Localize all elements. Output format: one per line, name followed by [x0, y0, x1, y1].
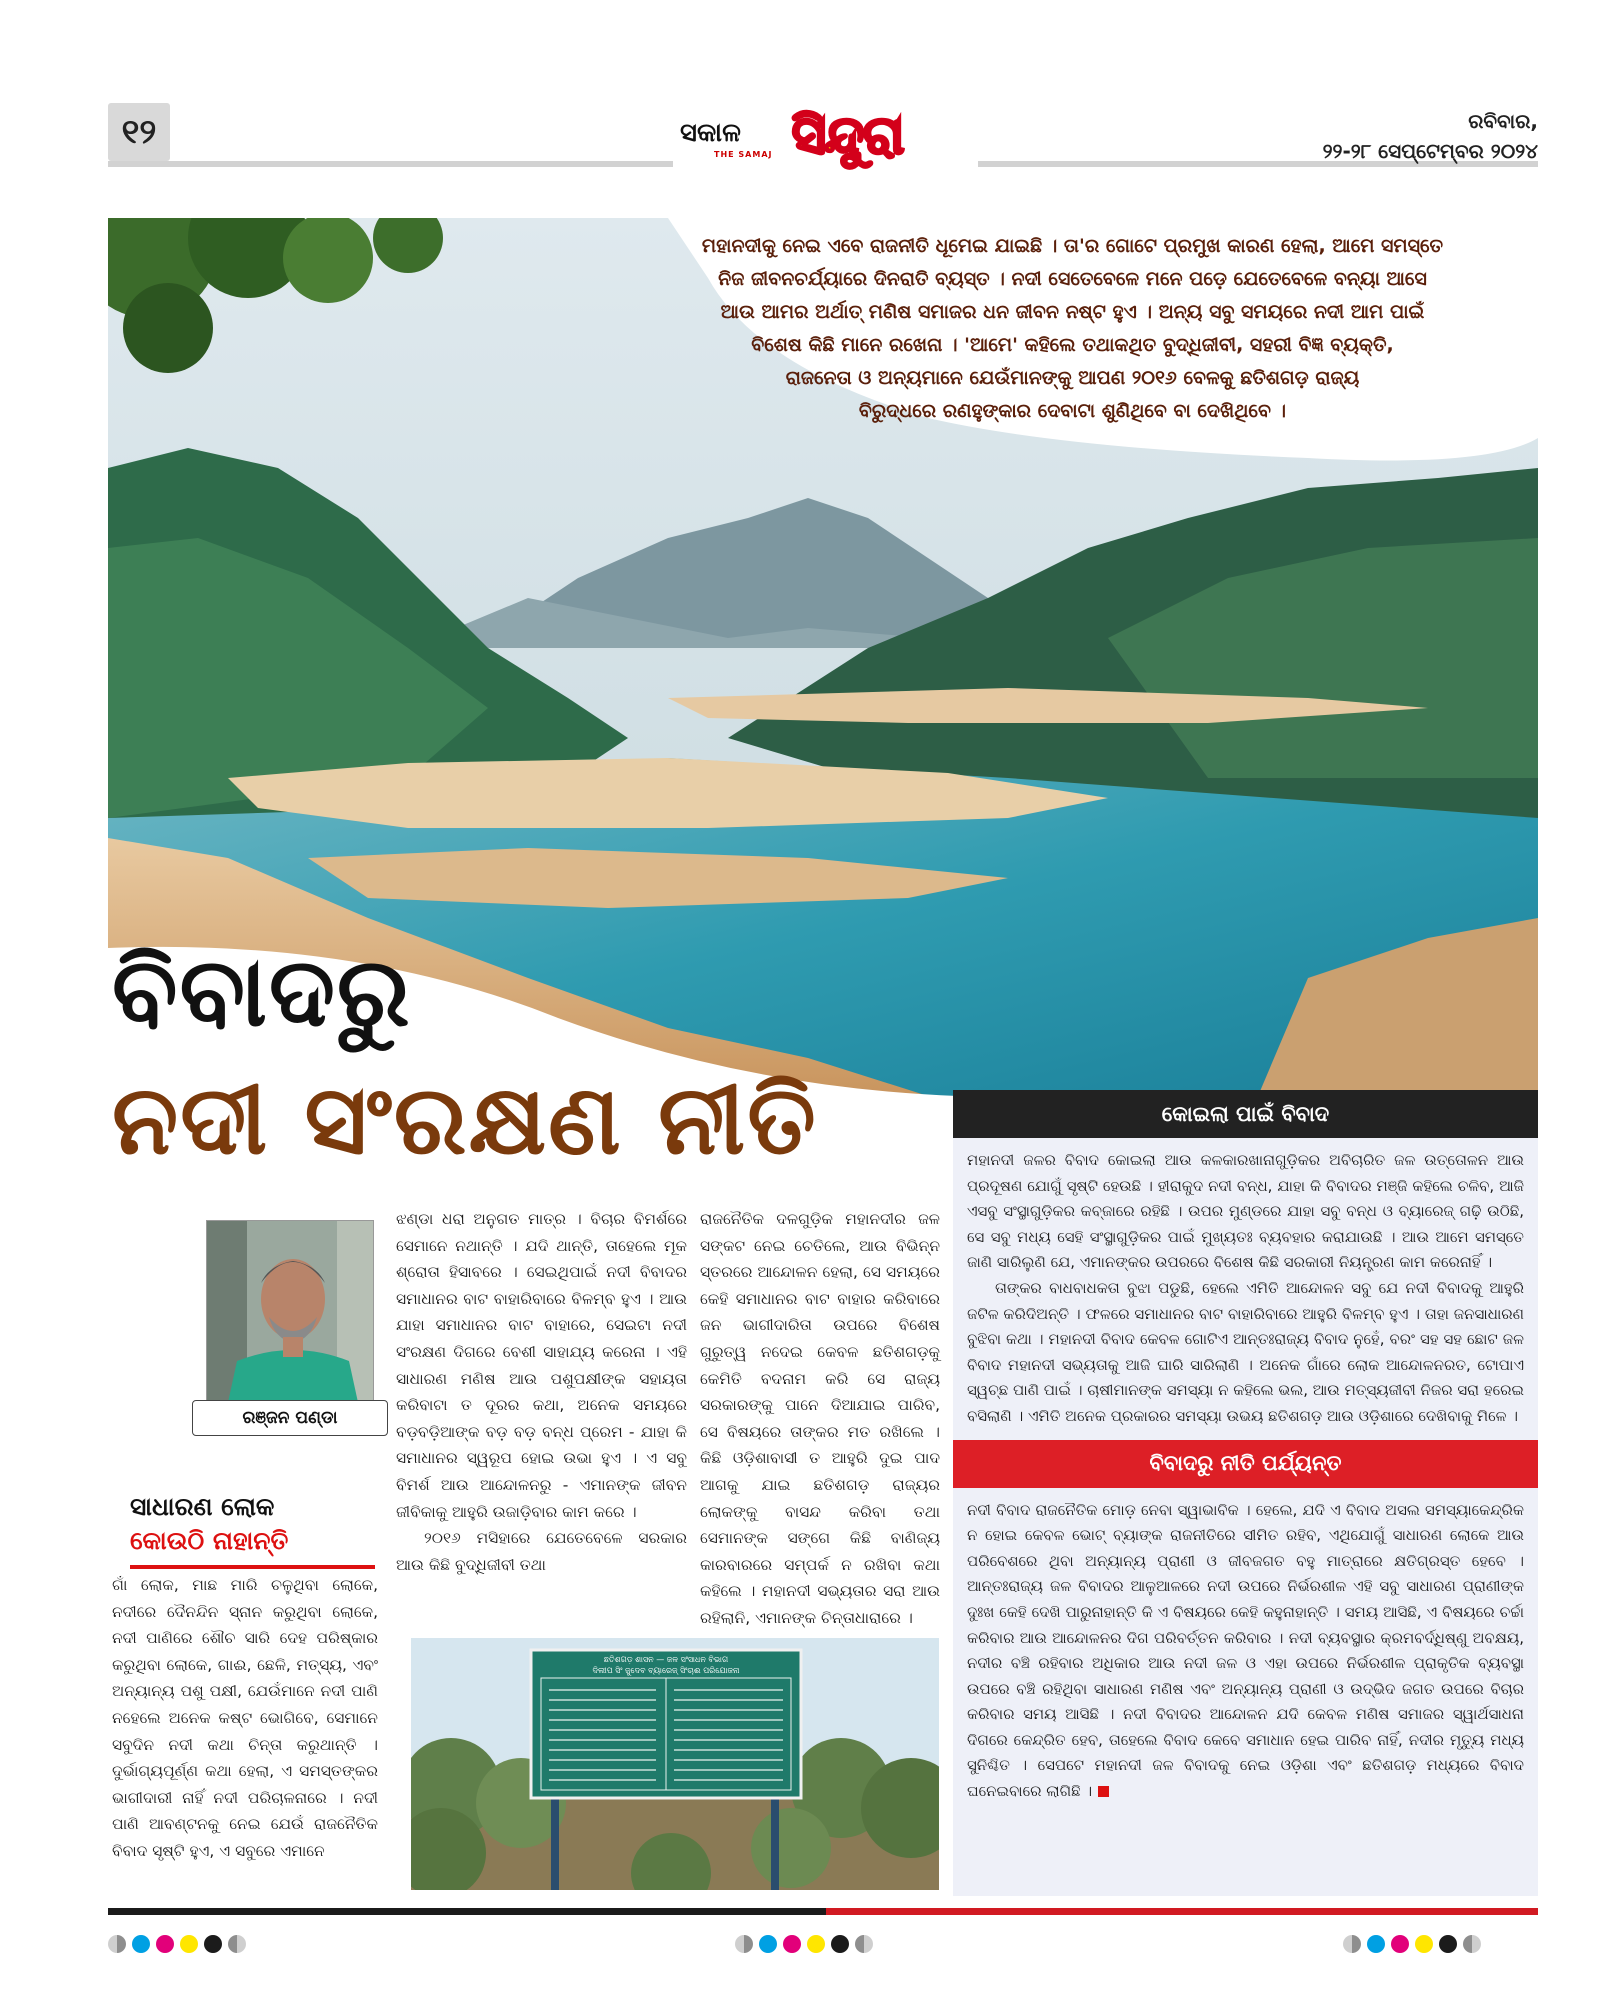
article-paragraph: ରାଜନୈତିକ ଦଳଗୁଡ଼ିକ ମହାନଦୀର ଜଳ ସଙ୍କଟ ନେଇ ଚେତିଲେ, ଆଉ ବିଭିନ୍ନ ସ୍ତରରେ ଆନ୍ଦୋଳନ ହେଲା, ସେ ସମୟରେ କେହି ସମାଧାନର ବାଟ ବାହାର କରିବାରେ ଜନ ଭାଗୀଦାରିତା ଉପରେ ବିଶେଷ ଗୁରୁତ୍ୱ ନଦେଇ କେବଳ ଛତିଶଗଡ଼କୁ କେମିତି ବଦନାମ କରି ସେ ରାଜ୍ୟ ସରକାରଙ୍କୁ ପାନେ ଦିଆଯାଇ ପାରିବ, ସେ ବିଷୟରେ ତାଙ୍କର ମତ ରଖିଲେ । କିଛି ଓଡ଼ିଶାବାସୀ ତ ଆହୁରି ଦୁଇ ପାଦ ଆଗକୁ ଯାଇ ଛତିଶଗଡ଼ ରାଜ୍ୟର ଲୋକଙ୍କୁ ବାସନ୍ଦ କରିବା ତଥା ସେମାନଙ୍କ ସଙ୍ଗେ କିଛି ବାଣିଜ୍ୟ କାରବାରରେ ସମ୍ପର୍କ ନ ରଖିବା କଥା କହିଲେ । ମହାନଦୀ ସଭ୍ୟତାର ସରା ଆଉ ରହିଲାନି, ଏମାନଙ୍କ ଚିନ୍ତାଧାରାରେ । [700, 1210, 940, 1627]
dateline-date: ୨୨-୨୮ ସେପ୍ଟେମ୍ବର ୨୦୨୪ [1322, 139, 1538, 163]
intro-blurb [620, 230, 1525, 428]
registration-dot-icon [831, 1935, 849, 1953]
sidebar-section-coal [953, 1138, 1538, 1440]
article-column-1 [112, 1572, 378, 1865]
footer-bar-red [826, 1908, 1538, 1915]
author-portrait-icon [207, 1221, 374, 1406]
subheading-line-2: କୋଉଠି ନାହାନ୍ତି [130, 1526, 289, 1555]
subheading-rule [130, 1565, 375, 1569]
sidebar-paragraph-text: ନଦୀ ବିବାଦ ରାଜନୈତିକ ମୋଡ଼ ନେବା ସ୍ୱାଭାବିକ । ହେଲେ, ଯଦି ଏ ବିବାଦ ଅସଲ ସମସ୍ୟାକେନ୍ଦ୍ରିକ ନ ହୋଇ କେବଳ ଭୋଟ୍ ବ୍ୟାଙ୍କ ରାଜନୀତିରେ ସୀମିତ ରହିବ, ଏଥିଯୋଗୁଁ ସାଧାରଣ ଲୋକେ ଆଉ ପରିବେଶରେ ଥିବା ଅନ୍ୟାନ୍ୟ ପ୍ରାଣୀ ଓ ଜୀବଜଗତ ବହୁ ମାତ୍ରାରେ କ୍ଷତିଗ୍ରସ୍ତ ହେବେ । ଆନ୍ତଃରାଜ୍ୟ ଜଳ ବିବାଦର ଆଳୁଆଳରେ ନଦୀ ଉପରେ ନିର୍ଭରଶୀଳ ଏହି ସବୁ ସାଧାରଣ ପ୍ରାଣୀଙ୍କ ଦୁଃଖ କେହି ଦେଖି ପାରୁନାହାନ୍ତି କି ଏ ବିଷୟରେ କେହି କହୁନାହାନ୍ତି । ସମୟ ଆସିଛି, ଏ ବିଷୟରେ ଚର୍ଚ୍ଚା କରିବାର ଆଉ ଆନ୍ଦୋଳନର ଦିଗ ପରିବର୍ତ୍ତନ କରିବାର । ନଦୀ ବ୍ୟବସ୍ଥାର କ୍ରମବର୍ଦ୍ଧିଷ୍ଣୁ ଅବକ୍ଷୟ, ନଦୀର ବଞ୍ଚି ରହିବାର ଅଧିକାର ଆଉ ନଦୀ ଜଳ ଓ ଏହା ଉପରେ ନିର୍ଭରଶୀଳ ପ୍ରାକୃତିକ ବ୍ୟବସ୍ଥା ଉପରେ ବଞ୍ଚି ରହିଥିବା ସାଧାରଣ ମଣିଷ ଏବଂ ଅନ୍ୟାନ୍ୟ ପ୍ରାଣୀ ଓ ଉଦ୍ଭିଦ ଜଗତ ଉପରେ ବିଚାର କରିବାର ସମୟ ଆସିଛି । ନଦୀ ବିବାଦର ଆନ୍ଦୋଳନ ଯଦି କେବଳ ମଣିଷ ସମାଜର ସ୍ୱାର୍ଥସାଧନା ଦିଗରେ କେନ୍ଦ୍ରିତ ହେବ, ତାହେଲେ ବିବାଦ କେବେ ସମାଧାନ ହେଇ ପାରିବ ନାହିଁ, ନଦୀର ମୃତ୍ୟୁ ମଧ୍ୟ ସୁନିଶ୍ଚିତ । ସେପଟେ ମହାନଦୀ ଜଳ ବିବାଦକୁ ନେଇ ଓଡ଼ିଶା ଏବଂ ଛତିଶଗଡ଼ ମଧ୍ୟରେ ବିବାଦ ଘନେଇବାରେ ଲାଗିଛି । [967, 1500, 1524, 1801]
intro-line: ମହାନଦୀକୁ ନେଇ ଏବେ ରାଜନୀତି ଧୂମେଇ ଯାଇଛି । ତା'ର ଗୋଟେ ପ୍ରମୁଖ କାରଣ ହେଲା, ଆମେ ସମସ୍ତେ [701, 235, 1444, 257]
intro-line: ବିଶେଷ କିଛି ମାନେ ରଖେନା । 'ଆମେ' କହିଲେ ତଥାକଥିତ ବୁଦ୍ଧିଜୀବୀ, ସହରୀ ବିଜ୍ଞ ବ୍ୟକ୍ତି, [751, 334, 1394, 356]
registration-marks-right [1343, 1935, 1481, 1953]
intro-line: ବିରୁଦ୍ଧରେ ରଣହୁଙ୍କାର ଦେବାଟା ଶୁଣିଥିବେ ବା ଦେଖିଥିବେ । [858, 400, 1287, 422]
logo-primary: ସକାଳ [680, 118, 741, 148]
masthead-logo [680, 106, 972, 176]
registration-dot-icon [1463, 1935, 1481, 1953]
article-paragraph: ଗାଁ ଲୋକ, ମାଛ ମାରି ଚଳୁଥିବା ଲୋକେ, ନଦୀରେ ଦୈନନ୍ଦିନ ସ୍ନାନ କରୁଥିବା ଲୋକେ, ନଦୀ ପାଣିରେ ଶୌଚ ସାରି ଦେହ ପରିଷ୍କାର କରୁଥିବା ଲୋକେ, ଗାଈ, ଛେଳି, ମତ୍ସ୍ୟ, ଏବଂ ଅନ୍ୟାନ୍ୟ ପଶୁ ପକ୍ଷୀ, ଯେଉଁମାନେ ନଦୀ ପାଣି ନହେଲେ ଅନେକ କଷ୍ଟ ଭୋଗିବେ, ସେମାନେ ସବୁଦିନ ନଦୀ କଥା ଚିନ୍ତା କରୁଥାନ୍ତି । ଦୁର୍ଭାଗ୍ୟପୂର୍ଣ୍ଣ କଥା ହେଲା, ଏ ସମସ୍ତଙ୍କର ଭାଗୀଦାରୀ ନାହିଁ ନଦୀ ପରିଚାଳନାରେ । ନଦୀ ପାଣି ଆବଣ୍ଟନକୁ ନେଇ ଯେଉଁ ରାଜନୈତିକ ବିବାଦ ସୃଷ୍ଟି ହୁଏ, ଏ ସବୁରେ ଏମାନେ [112, 1576, 378, 1860]
registration-dot-icon [1415, 1935, 1433, 1953]
registration-dot-icon [108, 1935, 126, 1953]
registration-dot-icon [759, 1935, 777, 1953]
sidebar-heading-coal: କୋଇଲା ପାଇଁ ବିବାଦ [953, 1090, 1538, 1138]
header-rule-left [108, 161, 673, 167]
headline-line-2: ନଦୀ ସଂରକ୍ଷଣ ନୀତି [112, 1064, 818, 1176]
registration-marks-left [108, 1935, 246, 1953]
footer-bar-black [108, 1908, 826, 1915]
article-column-3 [700, 1206, 940, 1632]
subheading-line-1: ସାଧାରଣ ଲୋକ [130, 1492, 275, 1521]
page-number: ୧୨ [108, 103, 170, 161]
registration-dot-icon [1343, 1935, 1361, 1953]
article-paragraph: ୨୦୧୬ ମସିହାରେ ଯେତେବେଳେ ସରକାର ଆଉ କିଛି ବୁଦ୍ଧିଜୀବୀ ତଥା [396, 1529, 687, 1574]
logo-secondary: ସିନ୍ଦୁରା [792, 106, 904, 166]
sidebar-heading-policy: ବିବାଦରୁ ନୀତି ପର୍ଯ୍ୟନ୍ତ [953, 1440, 1538, 1488]
dateline-day: ରବିବାର, [1468, 109, 1538, 133]
registration-dot-icon [180, 1935, 198, 1953]
logo-tagline: THE SAMAJ [714, 150, 773, 159]
signboard-photo [411, 1638, 939, 1890]
registration-dot-icon [1439, 1935, 1457, 1953]
sidebar-paragraph: ତାଙ୍କର ବାଧବାଧକତା ବୁଝା ପଡୁଛି, ହେଲେ ଏମିତି ଆନ୍ଦୋଳନ ସବୁ ଯେ ନଦୀ ବିବାଦକୁ ଆହୁରି ଜଟିଳ କରିଦିଅନ୍ତି । ଫଳରେ ସମାଧାନର ବାଟ ବାହାରିବାରେ ଆହୁରି ବିଳମ୍ବ ହୁଏ । ତାହା ଜନସାଧାରଣ ବୁଝିବା କଥା । ମହାନଦୀ ବିବାଦ କେବଳ ଗୋଟିଏ ଆନ୍ତଃରାଜ୍ୟ ବିବାଦ ନୁହେଁ, ବରଂ ସହ ସହ ଛୋଟ ଜଳ ବିବାଦ ମହାନଦୀ ସଭ୍ୟତାକୁ ଆଜି ଘାରି ସାରିଲାଣି । ଅନେକ ଗାଁରେ ଲୋକ ଆନ୍ଦୋଳନରତ, ଟୋପାଏ ସ୍ୱଚ୍ଛ ପାଣି ପାଇଁ । ଚାଷୀମାନଙ୍କ ସମସ୍ୟା ନ କହିଲେ ଭଲ, ଆଉ ମତ୍ସ୍ୟଜୀବୀ ନିଜର ସରା ହରେଇ ବସିଲାଣି । ଏମିତି ଅନେକ ପ୍ରକାରର ସମସ୍ୟା ଉଭୟ ଛତିଶଗଡ଼ ଆଉ ଓଡ଼ିଶାରେ ଦେଖିବାକୁ ମିଳେ । [967, 1278, 1524, 1425]
intro-line: ଆଉ ଆମର ଅର୍ଥାତ୍ ମଣିଷ ସମାଜର ଧନ ଜୀବନ ନଷ୍ଟ ହୁଏ । ଅନ୍ୟ ସବୁ ସମୟରେ ନଦୀ ଆମ ପାଇଁ [720, 301, 1425, 323]
subheading [130, 1492, 288, 1556]
author-photo [206, 1220, 374, 1406]
registration-dot-icon [132, 1935, 150, 1953]
dateline [1323, 106, 1538, 166]
registration-dot-icon [204, 1935, 222, 1953]
author-name: ରଞ୍ଜନ ପଣ୍ଡା [192, 1400, 388, 1436]
registration-dot-icon [783, 1935, 801, 1953]
sidebar-paragraph: ମହାନଦୀ ଜଳର ବିବାଦ କୋଇଲା ଆଉ କଳକାରଖାନାଗୁଡ଼ିକର ଅବିଚାରିତ ଜଳ ଉତ୍ତୋଳନ ଆଉ ପ୍ରଦୂଷଣ ଯୋଗୁଁ ସୃଷ୍ଟି ହେଉଛି । ହୀରାକୁଦ ନଦୀ ବନ୍ଧ, ଯାହା କି ବିବାଦର ମଞ୍ଜି କହିଲେ ଚଳିବ, ଆଜି ଏସବୁ ସଂସ୍ଥାଗୁଡ଼ିକର କବ୍ଜାରେ ରହିଛି । ଉପର ମୁଣ୍ଡରେ ଯାହା ସବୁ ବନ୍ଧ ଓ ବ୍ୟାରେଜ୍ ଗଢ଼ି ଉଠିଛି, ସେ ସବୁ ମଧ୍ୟ ସେହି ସଂସ୍ଥାଗୁଡ଼ିକର ପାଇଁ ମୁଖ୍ୟତଃ ବ୍ୟବହାର କରାଯାଉଛି । ଆଉ ଆମେ ସମସ୍ତେ ଜାଣି ସାରିଲୁଣି ଯେ, ଏମାନଙ୍କର ଉପରରେ ବିଶେଷ କିଛି ସରକାରୀ ନିୟନ୍ତ୍ରଣ କାମ କରେନାହିଁ । [967, 1151, 1524, 1272]
registration-dot-icon [807, 1935, 825, 1953]
signboard-title-2: ଦିଲୀପ ସିଂ ଜୁଦେବ ବ୍ୟାରେଜ୍ ସିଂଚାଈ ପରିଯୋଜନା [592, 1666, 740, 1675]
sidebar-paragraph [967, 1498, 1524, 1805]
intro-line: ନିଜ ଜୀବନଚର୍ଯ୍ୟାରେ ଦିନରାତି ବ୍ୟସ୍ତ । ନଦୀ ସେତେବେଳେ ମନେ ପଡ଼େ ଯେତେବେଳେ ବନ୍ୟା ଆସେ [718, 268, 1427, 290]
intro-line: ରାଜନେତା ଓ ଅନ୍ୟମାନେ ଯେଉଁମାନଙ୍କୁ ଆପଣ ୨୦୧୬ ବେଳକୁ ଛତିଶଗଡ଼ ରାଜ୍ୟ [785, 367, 1360, 389]
signboard-illustration [411, 1638, 939, 1890]
end-mark-icon [1098, 1786, 1109, 1797]
registration-dot-icon [1391, 1935, 1409, 1953]
headline-line-1: ବିବାଦରୁ [112, 936, 412, 1048]
registration-dot-icon [855, 1935, 873, 1953]
article-paragraph: ଝଣ୍ଡା ଧରା ଅନୁଗତ ମାତ୍ର । ବିଚାର ବିମର୍ଶରେ ସେମାନେ ନଥାନ୍ତି । ଯଦି ଥାନ୍ତି, ତାହେଲେ ମୂକ ଶ୍ରୋତା ହିସାବରେ । ସେଇଥିପାଇଁ ନଦୀ ବିବାଦର ସମାଧାନର ବାଟ ବାହାରିବାରେ ବିଳମ୍ବ ହୁଏ । ଆଉ ଯାହା ସମାଧାନର ବାଟ ବାହାରେ, ସେଇଟା ନଦୀ ସଂରକ୍ଷଣ ଦିଗରେ ବେଶୀ ସାହାଯ୍ୟ କରେନା । ଏହି ସାଧାରଣ ମଣିଷ ଆଉ ପଶୁପକ୍ଷୀଙ୍କ ସହାୟତା କରିବାଟା ତ ଦୂରର କଥା, ଅନେକ ସମୟରେ ବଡ଼ବଡ଼ିଆଙ୍କ ବଡ଼ ବଡ଼ ବନ୍ଧ ପ୍ରେମ - ଯାହା କି ସମାଧାନର ସ୍ୱରୂପ ହୋଇ ଉଭା ହୁଏ । ଏ ସବୁ ବିମର୍ଶ ଆଉ ଆନ୍ଦୋଳନରୁ - ଏମାନଙ୍କ ଜୀବନ ଜୀବିକାକୁ ଆହୁରି ଉଜାଡ଼ିବାର କାମ କରେ । [396, 1210, 687, 1521]
registration-marks-center [735, 1935, 873, 1953]
article-column-2 [396, 1206, 687, 1578]
signboard-title-1: ଛତିଶଗଡ଼ ଶାସନ — ଜଳ ସଂସାଧନ ବିଭାଗ [603, 1655, 729, 1664]
registration-dot-icon [735, 1935, 753, 1953]
registration-dot-icon [228, 1935, 246, 1953]
registration-dot-icon [156, 1935, 174, 1953]
registration-dot-icon [1367, 1935, 1385, 1953]
sidebar-box [953, 1090, 1538, 1896]
sidebar-section-policy [953, 1488, 1538, 1815]
